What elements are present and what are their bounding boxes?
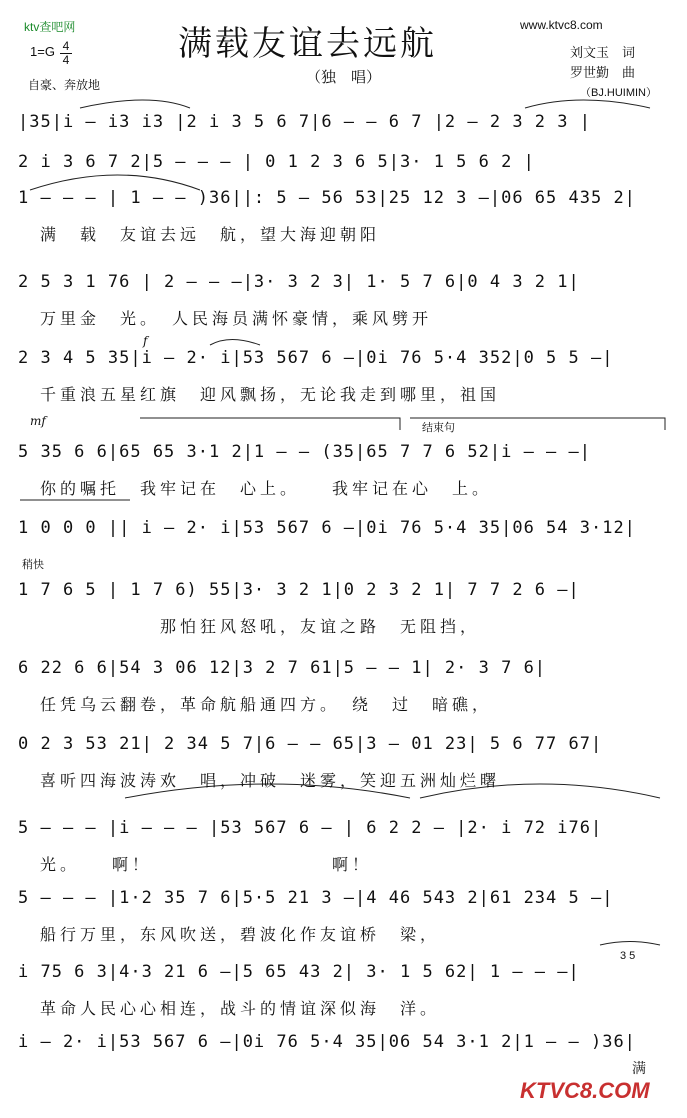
dynamic-mezzo-forte: mf xyxy=(30,414,46,428)
site-label-right: www.ktvc8.com xyxy=(520,18,603,32)
lyricist-credit: 刘文玉 词 xyxy=(570,45,636,60)
notation-row: 1 0 0 0 || i – 2· i|53 567 6 –|0i 76 5·4 35|06 54 3·12| xyxy=(18,518,636,538)
lyric-row: 那怕狂风怒吼，友谊之路 无阻挡， xyxy=(40,617,481,636)
lyric-row: 万里金 光。 人民海员满怀豪情，乘风劈开 xyxy=(40,309,433,328)
song-title: 满载友谊去远航 xyxy=(178,24,437,64)
notation-row: i 75 6 3|4·3 21 6 –|5 65 43 2| 3· 1 5 62| 1 – – –| xyxy=(18,962,580,982)
ending-label: 结束句 xyxy=(422,422,455,434)
notation-row: 0 2 3 53 21| 2 34 5 7|6 – – 65|3 – 01 23| 5 6 77 67| xyxy=(18,734,603,754)
time-signature xyxy=(60,40,72,67)
tempo-faster: 稍快 xyxy=(22,559,44,571)
watermark-logo: KTVC8.COM xyxy=(520,1078,650,1103)
notation-row: i – 2· i|53 567 6 –|0i 76 5·4 35|06 54 3·1 2|1 – – )36| xyxy=(18,1032,636,1052)
lyric-row: 船行万里，东风吹送，碧波化作友谊桥 梁， xyxy=(40,925,441,944)
notation-row: |35|i – i3 i3 |2 i 3 5 6 7|6 – – 6 7 |2 – 2 3 2 3 | xyxy=(18,112,591,132)
composer-credit: 罗世勤 曲 xyxy=(570,65,636,80)
notation-row: 2 5 3 1 76 | 2 – – –|3· 3 2 3| 1· 5 7 6|0 4 3 2 1| xyxy=(18,272,580,292)
key-signature: 1=G xyxy=(30,44,55,59)
site-label-left: ktv查吧网 xyxy=(24,20,76,34)
lead-in-notes: 3 5 xyxy=(620,950,636,962)
lyric-row: 革命人民心心相连，战斗的情谊深似海 洋。 xyxy=(40,999,441,1018)
final-lyric-word: 满 xyxy=(632,1060,646,1076)
notation-row: 5 – – – |1·2 35 7 6|5·5 21 3 –|4 46 543 2|61 234 5 –| xyxy=(18,888,614,908)
notation-row: 2 3 4 5 35|i – 2· i|53 567 6 –|0i 76 5·4 352|0 5 5 –| xyxy=(18,348,614,368)
meter-bottom: 4 xyxy=(62,53,70,67)
lyric-row: 千重浪五星红旗 迎风飘扬，无论我走到哪里，祖国 xyxy=(40,385,501,404)
notation-row: 5 – – – |i – – – |53 567 6 – | 6 2 2 – |2· i 72 i76| xyxy=(18,818,603,838)
lyric-row: 喜听四海波涛欢 唱，冲破 迷雾，笑迎五洲灿烂曙 xyxy=(40,771,501,790)
meter-top: 4 xyxy=(62,39,70,53)
lyric-row: 光。 啊！ 啊！ xyxy=(40,855,373,874)
notation-row: 5 35 6 6|65 65 3·1 2|1 – – (35|65 7 7 6 52|i – – –| xyxy=(18,442,591,462)
lyric-row: 你的嘱托 我牢记在 心上。 我牢记在心 上。 xyxy=(40,479,493,498)
dynamic-forte: f xyxy=(143,334,148,348)
lyric-row: 满 载 友谊去远 航，望大海迎朝阳 xyxy=(40,225,381,244)
copyright-tag: （BJ.HUIMIN） xyxy=(580,87,657,99)
notation-row: 1 7 6 5 | 1 7 6) 55|3· 3 2 1|0 2 3 2 1| 7 7 2 6 –| xyxy=(18,580,580,600)
tempo-marking: 自豪、奔放地 xyxy=(28,78,101,92)
notation-row: 1 – – – | 1 – – )36||: 5 – 56 53|25 12 3 –|06 65 435 2| xyxy=(18,188,636,208)
lyric-row: 任凭乌云翻卷，革命航船通四方。 绕 过 暗礁， xyxy=(40,695,493,714)
notation-row: 6 22 6 6|54 3 06 12|3 2 7 61|5 – – 1| 2· 3 7 6| xyxy=(18,658,547,678)
notation-row: 2 i 3 6 7 2|5 – – – | 0 1 2 3 6 5|3· 1 5 6 2 | xyxy=(18,152,535,172)
song-subtitle: （独 唱） xyxy=(306,69,382,86)
